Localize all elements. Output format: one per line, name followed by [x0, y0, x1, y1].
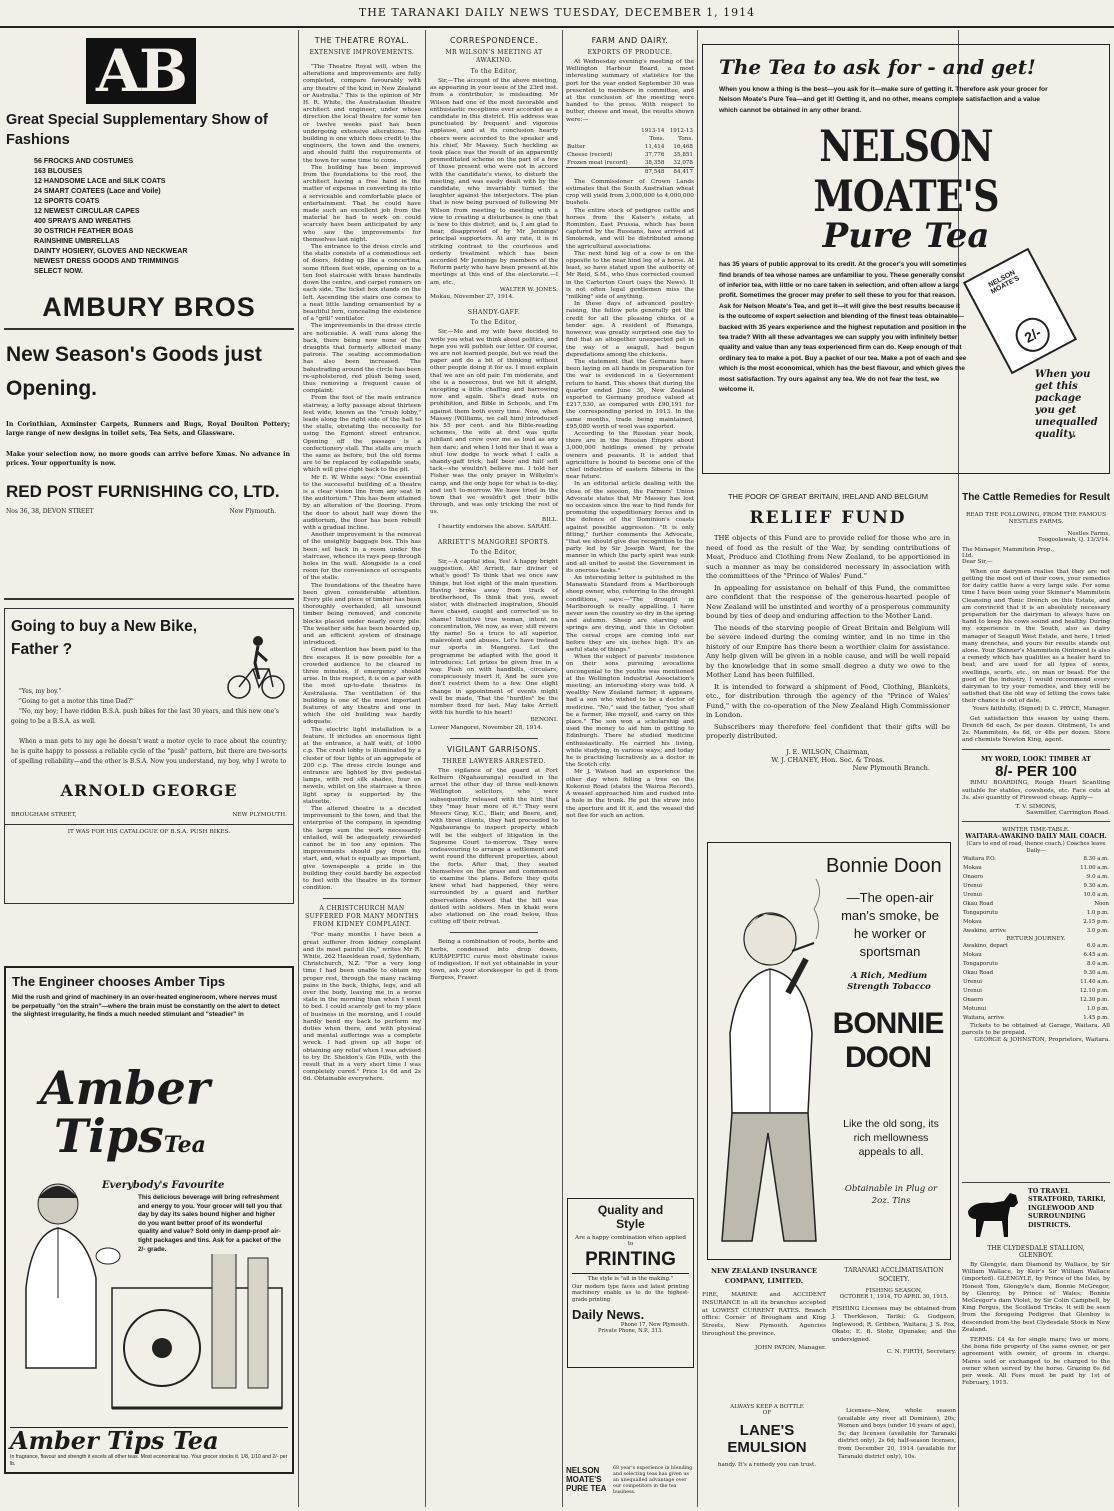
table-row [962, 942, 1110, 951]
acclim-season: FISHING SEASON, [865, 1288, 923, 1294]
amber-brand-word2: Tips [54, 1109, 164, 1163]
coach-sign: GEORGE & JOHNSTON, Proprietors, Waitara. [974, 1037, 1110, 1044]
relief-paragraph: The needs of the starving people of Great Britain and Belgium will be severe indeed during the coming winter, and in no time in the history of our Empire has there been a worthier claim for assistance. Any help given will be given in a noble cause, and will be well repaid by the knowledge that in some small degree a duty we owe to the Mother Land has been fulfilled. [706, 623, 950, 679]
printing-private: Private Phone, N.P., 313. [598, 1328, 663, 1335]
coach-note: (Cars to end of road, thence coach.) Coaches leave Daily— [966, 840, 1106, 854]
table-row [962, 951, 1110, 960]
cattle-title: The Cattle Remedies for Result [962, 492, 1110, 503]
nelson-body: has 35 years of public approval to its credit. At the grocer's you will sometimes find brands of tea whose names are unfamiliar to you. These generally consist of inferior tea, with little or no care taken in selection, and often allow a large profit. Sometimes the grocer may prefer to sell these to you for that reason. Ask for Nelson Moate's Tea, and get it—it will give the best results because it is the outcome of expert selection and blending of the finest teas obtainable—backed with 35 years experience and the highest reputation and position in the tea trade? With all these advantages we can supply you with infinitely better quality and value than any teas experienced firm can do. Keep enough of that ordinary tea to make a pot. Buy a packet of our tea. Make a pot of each and see which is the most economical, which has the best flavour, and which gives the most satisfaction. Try ours against any tea. We do not fear the test, we welcome it. [719, 261, 967, 394]
garrisons-text: The vigilance of the guard at Fort Kelburn (Ngahauranga) resulted in the arrest the other day of three well-known Wellington solicitors, who were subsequently released with the hint that they "may hear more of it." They were Messrs Gray, K.C., Blair, and Beere, and, with three clients, they had proceeded to Ngahauranga to inspect property which will be the subject of litigation in the Supreme Court to-morrow. They were endeavouring to arrange a settlement and went round the different properties, about the forts. After that, they seated themselves on the grass and commenced to examine the plans. Before they quite knew what had happened, they were surrounded by a guard and further observations showed that the hill was dotted with soldiers. Men in khaki were also stationed on the road below, thus cutting off their retreat. [430, 767, 558, 926]
licenses-notice: Licenses—New, whole season (available any river all Dominion), 20s; Women and boys (under 16 years of age), 5s; day licenses (available for Taranaki district only), 2s 6d; half-season licenses, from December 20, 1914 (available for Taranaki district only), 10s. [838, 1408, 956, 1460]
relief-signature: J. E. WILSON, Chairman, [786, 747, 870, 756]
article-paragraph: The altered theatre is a decided improvement to the town, and that the enterprise of the company, in spending the large sum the work necessarily entailed, will be adequately rewarded cannot be in too any opinion. The improvements should pay from the start, and, what is equally as important, give townspeople a pride in the building they could hardly be expected to feel with the theatre in its former condition. [303, 805, 421, 892]
kurapeptic-notice: Being a combination of roots, herbs and herbs, condensed into drop doses, KURAPEPTIC cures most obstinate cases of indigestion. If not yet obtainable in your town, ask your storekeeper to get it from Burgess, Fraser. [430, 939, 558, 982]
amber-brand-line2 [54, 1109, 210, 1163]
article-paragraph: Another improvement is the removal of the unsightly baggage box. This has been set back in a room under the staircase, whence its rays peep through holes in the wall. Alongside is a cool room for the convenience of occupants of the stalls. [303, 532, 421, 582]
cattle-dear: Dear Sir,— [962, 558, 993, 565]
article-paragraph: The statement that the Germans have been laying on all hands in preparation for the war is evidenced in a Government return to hand. This shows that during the quarter ended June 30, New Zealand exported to Germany produce valued at £217,530, as compared with £90,191 for the corresponding period in 1913. In the same months, trade being maintained, £95,080 worth of wool was exported. [566, 358, 694, 430]
cattle-footer: Get satisfaction this season by using them. Drench 6d each, 5s per dozen. Ointment, 1s and 2s. Mammitein, 4s 6d, or 48s per dozen. Store and chemists Newton King, agent. [962, 715, 1110, 744]
printing-line3: Are a happy combination when applied to [575, 1235, 686, 1247]
table-cell: 6.45 a.m. [1083, 951, 1109, 958]
table-row [962, 891, 1110, 900]
divider [450, 738, 538, 739]
bike-address-row [11, 812, 287, 818]
tea-packet-label: NELSON MOATE'S [987, 269, 1021, 296]
table-cell: Cheese (record) [567, 151, 613, 158]
table-cell: 10.0 a.m. [1083, 891, 1109, 898]
article-paragraph: "The Theatre Royal will, when the alterations and improvements are fully completed, compare favourably with any theatre of the kind in New Zealand or Australia." This is the opinion of Mr H. R. White, the Australasian theatre architect and engineer, under whose direction the local theatre for some ten or twelve weeks past has been undergoing extensive alterations. The building is one which does credit to the engineers, the town and the owners, and should fulfil the requirements of the town for some time to come. [303, 64, 421, 164]
bonnie-description: A Rich, Medium Strength Tobacco [847, 971, 931, 992]
table-cell: 12.30 p.m. [1079, 996, 1109, 1003]
table-cell [566, 127, 637, 135]
letter-signature: WALTER W. JONES. [499, 286, 558, 293]
article-paragraph: The entire stock of pedigree cattle and horses from the Kaiser's estate at Rominten, East Prussia, which has been captured by the Russians, have arrived at Smolensk, and will be distributed among the agricultural associations. [566, 207, 694, 250]
article-paragraph: From the foot of the main entrance stairway, a lofty passage about thirteen feet wide, known as the "crush lobby," leads along the right side of the hall to the stalls, obviating the necessity for using the Egmont street entrance. Opening off the passage is a confectionery stall. The stalls are much the same as before, but the old forms are to be replaced by collapsible seats, which will give right back to the pit. [303, 395, 421, 474]
lanes-emulsion-ad [702, 1404, 832, 1504]
printing-word: PRINTING [585, 1249, 676, 1270]
table-row [962, 864, 1110, 873]
article-paragraph: In an editorial article dealing with the close of the session, the Farmers' Union Advocate states that Mr Massey has lost no occasion since the war to find funds for promoting the expeditionary forces and in the defence of the Dominion's coasts against possible aggression. "It is only fitting," further comments the Advocate, "that we should give due recognition to the party led by Sir Joseph Ward, for the manner in which the party spirit was sunk and all united to assist the Government in its onerous tasks." [566, 481, 694, 574]
table-cell: 11.40 a.m. [1080, 978, 1109, 985]
timber-sign2: Sawmiller, Carrington Road. [1026, 810, 1110, 817]
printing-phone: Phone 17, New Plymouth. [620, 1322, 689, 1329]
table-cell: Onaero [963, 873, 984, 880]
bonnie-obtain: Obtainable in Plug or 2oz. Tins [844, 1184, 938, 1206]
table-cell: Tons. [649, 135, 665, 142]
insurance-title: NEW ZEALAND INSURANCE COMPANY, LIMITED. [710, 1267, 818, 1285]
farm-subtitle: EXPORTS OF PRODUCE. [587, 49, 673, 56]
table-cell: 1912-13 [669, 127, 693, 134]
letter-signature: BENONI. [530, 717, 558, 724]
relief-header: THE POOR OF GREAT BRITAIN, IRELAND AND BELGIUM [727, 492, 929, 501]
ambury-item: DAINTY HOSIERY, GLOVES AND NECKWEAR [34, 247, 188, 255]
ambury-name: AMBURY BROS [42, 292, 256, 322]
table-row [962, 882, 1110, 891]
ambury-logo [86, 38, 196, 104]
article-paragraph: Mr J. Watson had an experience the other day when felling a tree on the Kokonui Road (states the Wairoa Record). A weasel approached him and rushed into a hole in the trunk. He put the straw into the aperture and lit it, and the weasel did not flee for such an action. [566, 769, 694, 819]
table-cell: Tons. [678, 135, 693, 142]
redpost-body: In Corinthian, Axminster Carpets, Runners and Rugs, Royal Doulton Pottery; large range of new designs in toilet sets, Tea Sets, and Glassware. [6, 421, 290, 437]
timber-sign: T. V. SIMONS, [1015, 804, 1057, 811]
letter-signature: BILL. [541, 516, 558, 523]
table-cell: 1.0 p.m. [1086, 1005, 1109, 1012]
bike-town: NEW PLYMOUTH. [232, 812, 287, 818]
lanes-name: LANE'S EMULSION [727, 1422, 807, 1456]
table-row [962, 1005, 1110, 1014]
timber-ad [962, 755, 1110, 816]
table-cell: Butter [567, 143, 586, 150]
table-cell: Awakino, arrive [963, 927, 1006, 934]
kidney-ad-title: A CHRISTCHURCH MAN SUFFERED FOR MANY MONTHS FROM KIDNEY COMPLAINT. [305, 905, 419, 929]
kidney-ad-text: "For many months I have been a great sufferer from kidney complaint and its most painful ills," writes Mr R. White, 262 Hazeldean road, Sydenham, Christchurch, N.Z. "For a very long time I had been unable to obtain my proper rest, through the many racking pains in the back, thighs, legs, and all over the body, leaving me in a worse state in the morning than when I went to bed. I could scarcely get to my place of business in the morning, and I could hardly bend my back to perform my duties when there, and with physical and mental sufferings was a complete wreck. I had given up all hope of obtaining any relief when I was advised to try Dr. Sheldon's Gin Pills, with the result that in a very short time I was completely cured." Price 1s 6d and 2s 6d. Obtainable everywhere. [303, 932, 421, 1083]
article-paragraph: The electric light installation is a feature. It includes an enormous light at the entrance, a half watt, of 1000 c.p. The crush lobby is illuminated by a cluster of four lights of an aggregate of 200 c.p. The dress circle lounge and entrance are lighted by five pedestal lamps, with red silk shades, four on newels, whilst on the staircase a three light spray is supported by the statuette. [303, 726, 421, 805]
table-cell [566, 167, 637, 176]
relief-paragraph: It is intended to forward a shipment of Food, Clothing, Blankets, etc., for distribution through the agency of the "Prince of Wales' Fund," with the co-operation of the New Zealand High Commissioner in London. [706, 682, 950, 719]
relief-signature: New Plymouth Branch. [852, 763, 930, 772]
horse-illustration [962, 1189, 1024, 1241]
table-cell: Urenui [963, 891, 982, 898]
ambury-item: 30 OSTRICH FEATHER BOAS [34, 227, 134, 235]
cattle-remedies-ad [962, 492, 1110, 744]
nelson-pure: Pure Tea [822, 216, 990, 257]
timetable-outbound [962, 855, 1110, 936]
amber-favourite-text: This delicious beverage will bring refreshment and energy to you. Your grocer will tell you that day by day its sales bound higher and higher do you want better proof of its wonderful quality and value? Sold only in damp-proof air-tight packages and tins. Ask for a packet of the 2/- grade. [138, 1194, 282, 1253]
nelson-headline: The Tea to ask for - and get! [719, 55, 1036, 79]
timber-body: RIMU BOARDING, Rough Heart Scantling suitable for stables, cowsheds, etc. Face cuts at 3s. also quantity of Firewood cheap. Apply— [962, 780, 1110, 801]
table-row [962, 927, 1110, 936]
amber-brand-word1: Amber [40, 1061, 211, 1115]
stallion-body: By Glengyle, dam Diamond by Wallace, by Sir William Wallace, by Keir's Sir William Wallace (imported). GLENGYLE, by Prince of the Isles, by Honest Tom, Glengyle's dam, Bonnie McGregor, by Glenroy, by Prince of Wales; Bonnie McGregor's dam Violet, by Sir Colin Campbell, by King Fergus, the Scotland Tricks. It will be seen from the foregoing Pedigree that Glenboy is descended from the best Clydesdale Stock in New Zealand. [962, 1262, 1110, 1333]
coach-timetable-ad [962, 827, 1110, 1043]
cattle-body: When our dairymen realise that they are not getting the most out of their cows, your remedies for dairy cattle have a very large sale. For some time I have been using your Skinner's Mammitein Cleansing and Tonic Drench on this Estate, and am convinced that it is an absolutely necessary preparation for the dairyman to always have on hand to keep his cows sound and healthy. During my experience in the South, also as dairy manager of Seagull West Estate, and here, I tried many drenches, and yours for results stands out alone. Your Skinner's Mammitein Ointment is also a remedy which has qualities as a healer hard to beat, and are used for all types of sores, swellings, scurfs, etc., on man or beast. For the good of the industry, I would recommend every dairyman to try your remedies, and they will be satisfied that the old way of letting the cows take their chance is out of date. [962, 568, 1110, 705]
nelson-packet-note: When you get this package you get unequalled quality. [1035, 369, 1098, 440]
bike-street: BROUGHAM STREET, [11, 812, 77, 818]
insurance-sign: JOHN PATON, Manager. [755, 1344, 826, 1351]
ambury-item: SELECT NOW. [34, 267, 83, 275]
ambury-item: 12 NEWEST CIRCULAR CAPES [34, 207, 140, 215]
stallion-name: THE CLYDESDALE STALLION, [987, 1245, 1085, 1252]
table-cell: 35,851 [673, 151, 693, 158]
divider [962, 821, 1110, 822]
ambury-headline: Great Special Supplementary Show of Fashions [6, 112, 268, 148]
relief-title: RELIEF FUND [749, 508, 907, 528]
table-cell: Waitara, arrive [963, 1014, 1004, 1021]
cattle-sub: READ THE FOLLOWING, FROM THE FAMOUS NESTLES FARMS. [965, 512, 1107, 526]
table-cell: 2.15 p.m. [1083, 918, 1109, 925]
divider [4, 598, 294, 600]
table-cell: Onaero [963, 996, 984, 1003]
table-row [962, 960, 1110, 969]
left-ad-column [4, 30, 294, 1508]
timetable-return [962, 942, 1110, 1023]
ambury-logo-text: AB [95, 37, 187, 105]
table-cell [566, 135, 637, 143]
table-cell: Awakino, depart [963, 942, 1008, 949]
table-row [962, 918, 1110, 927]
table-header-row [566, 127, 694, 135]
ambury-item-list [34, 156, 294, 276]
table-row [566, 143, 694, 151]
article-paragraph: The foundations of the theatre have been given considerable attention. Every pile and piece of timber has been thoroughly overhauled, all unsound timber being removed, and concrete blocks placed under nearly every pile. The weather side has been boarded up, and an efficient system of drainage introduced. [303, 582, 421, 647]
redpost-name: RED POST FURNISHING CO, LTD. [6, 482, 280, 501]
to-editor: To the Editor, [470, 319, 518, 327]
table-cell: 8.30 a.m. [1083, 855, 1109, 862]
table-cell: 6.0 a.m. [1086, 942, 1109, 949]
article-paragraph: Great attention has been paid to the fire escapes. It is now possible for a crowded audience to be cleared in three minutes, if emergency should arise. In this respect, it is on a par with the most up-to-date theatres in Australasia. The ventilation of the building is one of the most important features of any theatre and one in which the old building was hardly adequate. [303, 647, 421, 726]
theatre-article [303, 64, 421, 892]
farm-intro: At Wednesday evening's meeting of the Wellington Harbour Board, a most interesting summary of statistics for the port for the year ended September 30 was presented to members in committee, and at the conclusion of the meeting were handed to the press. With respect to butter, cheese and meat, the results shown were:— [566, 59, 694, 123]
dialogue-line: "Yes, my boy." [19, 688, 62, 695]
letter-date: Mokau, November 27, 1914. [430, 294, 514, 301]
bonnie-big-word2: DOON [845, 1041, 931, 1074]
dialogue-line: "No, my boy; I have ridden B.S.A. push bikes for the last 30 years, and this new one's going to be a B.S.A. as well. [11, 708, 279, 725]
smoker-illustration [708, 843, 828, 1257]
acclim-sign: C. N. FIRTH, Secretary. [886, 1348, 956, 1355]
timber-head: MY WORD, LOOK! TIMBER AT [981, 755, 1091, 764]
relief-paragraph: Subscribers may therefore feel confident that their gifts will be properly distributed. [706, 722, 950, 740]
relief-paragraph: THE objects of this Fund are to provide relief for those who are in need of food as the result of the War, by sending contributions of Meat, Produce and Clothing from New Zealand, to be apportioned in such a manner as may be considered necessary in association with the committees of the "Prince of Wales' Fund." [706, 534, 950, 580]
garrisons-subtitle: THREE LAWYERS ARRESTED. [442, 757, 546, 765]
printing-line1: Quality and [597, 1203, 664, 1217]
correspondence-title: CORRESPONDENCE. [449, 36, 539, 45]
redpost-address-row [6, 508, 290, 515]
amber-footer-brand: Amber Tips Tea [10, 1426, 219, 1455]
bonnie-title: Bonnie Doon [826, 855, 942, 877]
stallion-ad [962, 1182, 1110, 1507]
amber-footer [10, 1427, 288, 1468]
bike-footer: IT WAS FOR HIS CATALOGUE OF B.S.A. PUSH BIKES. [67, 829, 231, 835]
nelson-footer-text: 68 year's experience in blending and selecting teas has given us an unequalled advantage over our competitors in the tea business. [613, 1466, 693, 1495]
table-row [962, 873, 1110, 882]
theatre-subtitle: EXTENSIVE IMPROVEMENTS. [309, 49, 415, 56]
ambury-item: 400 SPRAYS AND WREATHS [34, 217, 131, 225]
cattle-to: The Manager, Mammitein Prop., Ltd. [962, 546, 1055, 559]
redpost-note: Make your selection now, no more goods can arrive before Xmas. No advance in prices. Your opportunity is now. [6, 451, 290, 467]
amber-headline: The Engineer chooses Amber Tips [12, 974, 226, 989]
insurance-body: FIRE, MARINE and ACCIDENT INSURANCE in all its branches accepted at LOWEST CURRENT RATES. Branch office: Corner of Brougham and King Streets, New Plymouth. Agencies throughout the province. [702, 1292, 826, 1337]
table-cell: Noon [1094, 900, 1109, 907]
farm-title: FARM AND DAIRY. [591, 36, 669, 45]
article-paragraph: The building has been improved from the foundations to the roof, the architect having a free hand in the matter of expense in converting its into a serviceable and comfortable place of entertainment. That he could have made such an excellent job from the material he had to work on could scarcely have been anticipated by any who saw the improvements for themselves last night. [303, 164, 421, 243]
letter-title: SHANDY-GAFF. [467, 309, 521, 317]
table-cell: Waitara P.O. [963, 855, 996, 862]
table-total-row [566, 167, 694, 176]
redpost-headline: New Season's Goods just Opening. [6, 343, 262, 400]
table-row [962, 1014, 1110, 1023]
bike-dealer-name: ARNOLD GEORGE [60, 781, 238, 800]
table-row [962, 978, 1110, 987]
coach-h1: WINTER TIME-TABLE. [1002, 827, 1070, 834]
dialogue-line: "Going to get a motor this time Dad?" [19, 698, 134, 705]
bonnie-tagline: —The open-air man's smoke, be he worker or sportsman [841, 890, 939, 959]
amber-favourite-title: Everybody's Favourite [102, 1180, 225, 1191]
table-cell: Urenui [963, 987, 982, 994]
table-cell: 9.30 a.m. [1083, 969, 1109, 976]
table-cell: Frozen meat (record) [567, 159, 628, 166]
printing-body: Our modern type faces and latest printing machinery enable us to do the highest-grade printing [572, 1284, 689, 1303]
table-row [962, 909, 1110, 918]
article-paragraph: An interesting letter is published in the Manawatu Standard from a Marlborough sheep owner, who, referring to the drought conditions, says:—"The drought in Marlborough is really appalling. I have never seen the country so dry in the spring and autumn. Sheep are starving and springs are drying, and this in October. The cereal crops are coming into ear before they are six inches high. It's an awful state of things." [566, 575, 694, 654]
garrisons-title: VIGILANT GARRISONS. [447, 744, 541, 754]
nelson-footer-brand: NELSON MOATE'S PURE TEA [566, 1466, 607, 1493]
table-cell: 84,417 [673, 168, 693, 175]
ambury-item: 56 FROCKS AND COSTUMES [34, 157, 134, 165]
table-cell: 1.45 p.m. [1083, 1014, 1109, 1021]
bike-body: When a man gets to my age he doesn't want a motor cycle to race about the country; he is quite happy to possess a reliable cycle of the "push" pattern, but there are two-sorts of spelling reliability—and the other is B.S.A. Now you understand, my boy, why I wrote to [11, 738, 287, 765]
printing-ad [567, 1198, 694, 1368]
timber-price: 8/- PER 100 [995, 763, 1077, 781]
divider [962, 1182, 1110, 1183]
article-paragraph: The Commissioner of Crown Lands estimates that the South Australian wheat crop will yield from 3,000,000 to 4,000,000 bushels. [566, 178, 694, 207]
article-paragraph: According to the Russian year book, there are in the Russian Empire about 3,000,000 holdings owned by private owners and peasants. It is added that agriculture is bound to become one of the chief industries of eastern Siberia in the near future. [566, 430, 694, 481]
divider [5, 824, 293, 825]
amber-tips-ad [4, 966, 294, 1474]
acclimatisation-notice [832, 1266, 956, 1404]
amber-footer-text: In fragrance, flavour and strength it excels all other teas. Most economical too. Your grocer stocks it. 1/8, 1/10 and 2/- per lb. [10, 1454, 288, 1467]
table-cell: 9.30 a.m. [1083, 882, 1109, 889]
table-cell: Mokau [963, 951, 982, 958]
bike-headline: Going to buy a New Bike, Father ? [11, 618, 198, 658]
article-paragraph: Mr E. W. White says: "One essential to the successful building of a theatre is a clear vision line from any seat in the auditorium." This has been attained by an alteration of the flooring. From the door to about half way down the auditorium, the floor has been rebuilt with a gradual incline. [303, 474, 421, 531]
table-cell: 8.0 a.m. [1086, 960, 1109, 967]
letter-date: Lower Mangorei, November 28, 1914. [430, 724, 543, 731]
nz-insurance-ad [702, 1266, 826, 1396]
stallion-terms: TERMS: £4 4s for single mare; two or more, the bona fide property of the same owner, or per agreement with owner, of groom in charge. Mares sold or exchanged to be charged to the owner when served by the horse. Grazing 6s 6d per week. All Fees must be paid by 1st of February, 1915. [962, 1337, 1110, 1387]
table-row [962, 987, 1110, 996]
relief-fund-notice [702, 488, 954, 828]
masthead: THE TARANAKI DAILY NEWS TUESDAY, DECEMBER 1, 1914 [0, 0, 1114, 28]
table-row [962, 996, 1110, 1005]
table-cell: Motunui [963, 1005, 987, 1012]
article-paragraph: The next hind leg of a cow is on the opposite to the near hind leg of a horse. At least, so have stated upon the authority of Mr Reid, S.M., who thus corrected counsel in the Carterton Court (says the News). It is not often legal gentlemen miss the "milking" side of anything. [566, 250, 694, 301]
printing-line2: Style [616, 1217, 645, 1231]
table-cell: 1913-14 [641, 127, 665, 134]
nelson-intro: When you know a thing is the best—you ask for it—make sure of getting it. Therefore ask your grocer for Nelson Moate's Pure Tea—and get it! Getting it, and no other, means complete satisfaction and a value which cannot be obtained in any other brand. [719, 86, 1048, 114]
article-paragraph: When the subject of parents' insistence on their sons pursuing avocations uncongenial to the youths was mentioned at the Wellington Industrial Association's meeting, an interesting story was told. A wealthy New Zealand farmer, it appears, had a son who wished to be a doctor of medicine. "No," said the father, "you shall be a farmer, like myself, and carry on this place." The son won a scholarship and used the money to aid him in getting to Edinburgh. There he studied medicine enthusiastically. He carried his living, while studying, in various ways; and today he is practising lucratively as a doctor in the Scotch city. [566, 654, 694, 769]
column-rule [562, 30, 563, 1507]
nelson-brand: NELSON MOATE'S [813, 122, 999, 223]
redpost-town: New Plymouth. [229, 508, 276, 515]
bonnie-doon-ad [707, 842, 951, 1260]
ambury-item: 163 BLOUSES [34, 167, 83, 175]
printing-style: The style is "all in the making." [572, 1273, 689, 1282]
table-cell: 38,358 [644, 159, 665, 166]
letter-title: MR WILSON'S MEETING AT AWAKINO. [445, 49, 543, 64]
letter-title: ARRIETT'S MANGOREI SPORTS. [437, 538, 551, 546]
ambury-item: 24 SMART COATEES (Lace and Voile) [34, 187, 161, 195]
acclim-body: FISHING Licenses may be obtained from J. Therkleson, Tariki; G. Gudgeon, Inglewood; R. Gribben, Waitara; J. S. Fox, Okato; E. B. Stohr, Opunake; and the undersigned. [832, 1306, 956, 1344]
theatre-title: THE THEATRE ROYAL. [314, 36, 410, 45]
cyclist-illustration [225, 631, 287, 701]
acclim-title: TARANAKI ACCLIMATISATION SOCIETY. [844, 1267, 944, 1283]
table-row [962, 855, 1110, 864]
amber-brand-tea: Tea [163, 1132, 206, 1158]
lanes-pre: ALWAYS KEEP A BOTTLE OF [730, 1404, 804, 1416]
table-cell: Mokau [963, 864, 982, 871]
article-paragraph: The improvements in the dress circle are noticeable. A wall runs along the back, there being now none of the draughts that formerly affected many patrons. The seating accommodation has also been increased. The balustrading around the circle has been re-upholstered, red plush being used, thus removing a frequent cause of complaint. [303, 323, 421, 395]
column-rule [425, 30, 426, 1507]
article-paragraph: In these days of advanced poultry-raising, the fellow pets generally get the credit for all the pleasing chicks of a tender age. A resident of Runanga, however, was greatly surprised one day to find that an altogether unexpected pet in the way of a seagull, had begun depredations among the chickens. [566, 301, 694, 358]
table-cell: 1.0 p.m. [1086, 909, 1109, 916]
table-cell: Mokau [963, 918, 982, 925]
divider [323, 898, 401, 899]
table-cell: Okau Road [963, 969, 994, 976]
table-units-row [566, 135, 694, 143]
coach-footer: Tickets to be obtained at Garage, Waitara. All parcels to be prepaid. [962, 1022, 1110, 1036]
relief-paragraph: In appealing for assistance on behalf of this Fund, the committee are confident that the response of the generous-hearted people of New Zealand will be unstinted and worthy of a prosperous community bound by ties of deep and enduring affection to the Mother Land. [706, 583, 950, 620]
table-cell: 3.0 p.m. [1086, 927, 1109, 934]
cattle-address: Nestles Farms, Toogoolawah, Q. 13/3/14. [1038, 530, 1110, 543]
letter-endorsement: I heartily endorses the above. SARAH. [438, 523, 552, 530]
divider [962, 749, 1110, 750]
lanes-note: handy. It's a remedy you can trust. [717, 1462, 817, 1468]
tea-packet-price: 2/- [1010, 312, 1056, 358]
to-editor: To the Editor, [470, 548, 518, 556]
amber-intro: Mid the rush and grind of machinery in an over-heated engineroom, where nerves must be perpetually "on the strain"—where the brain must be constantly on the alert to detect the slightest irregularity, he finds a much needed stimulant and "steadier" in [12, 994, 280, 1019]
table-cell: 37,776 [644, 151, 665, 158]
table-cell: 16,468 [673, 143, 693, 150]
acclim-dates: OCTOBER 1, 1914, TO APRIL 30, 1915. [839, 1294, 949, 1300]
theatre-column [303, 30, 421, 1508]
amber-brand-lockup [40, 1061, 211, 1163]
table-row [566, 151, 694, 159]
stallion-horse: GLENBOY. [1019, 1252, 1053, 1259]
correspondence-column [430, 30, 558, 1508]
table-cell: Tongaporutu [963, 960, 998, 967]
table-row [566, 159, 694, 168]
table-cell: Urenui [963, 882, 982, 889]
table-cell: 12.10 p.m. [1079, 987, 1109, 994]
divider [450, 932, 538, 933]
table-cell: 87,548 [644, 168, 665, 175]
redpost-address: Nos 36, 38, DEVON STREET [6, 508, 94, 515]
letter-text: Sir,—Me and my wife have decided to write you what we think about politics, and hope you will publish our letter. Of course, we are not learned people, but we read the paper and do a bit of thinking without other people doing it for us. I must explain that we are an old pair. I'm moderate, and she is a nosecross, but we hit it alright, excepting a little chaffing and harrowing now and again. She's dead nuts on prohibition, and Bible in Schools, and I'm against them both every time. Now, when Massey (Williams, we call him) introduced his 55 per cent. and his Bible-reading schemes, the wife at first was quite jubilant and crew over me as loud as any hen dare; and when I told her that it was a shut low dodge to work what I calls a shandy-gaff trick, half beer and half soft tack—she wouldn't believe me. I told her Fisher was the only prayer in Wilhelm's camp, and the only hope for what is to-day, and isn't to-morrow. We have tried in the town that we wouldn't get their bills through, and was only tricking the rest of us. [430, 329, 558, 516]
ambury-item: NEWEST DRESS GOODS AND TRIMMINGS [34, 257, 179, 265]
bike-ad [4, 608, 294, 904]
relief-signature: W. J. CHANEY, Hon. Sec. & Treas. [771, 755, 885, 764]
exports-table [566, 127, 694, 176]
nelson-footer-ad [566, 1466, 694, 1506]
printing-paper: Daily News. [572, 1307, 645, 1323]
redpost-ad [4, 330, 294, 598]
article-paragraph: The entrance to the dress circle and the stalls consists of a commodious set of doors, folding up like a concertina, some fifteen feet wide, opening on to a ten foot staircase with brass handrails down the centre, and carpet runners on each side. The ticket box stands on the left. Ascending the stairs one comes to a neat little landing ornamented by a beautiful fern, concealing the existence of a "grill" ventilator. [303, 244, 421, 323]
column-rule [298, 30, 299, 1507]
letter-text: Sir,—A capital idea, Yes! A happy bright suggestion, Ah! Arriett, fair diviner of what's good! To think that we once saw things, but lost sight of the main question. Having broke away from track of brotherhood, To think that you, sweet sister, with distracted inspiration, Should have chased, caught and corrected us to shame! Intuitive true woman, intent on concentration, We now, as ever, still revere thy name! So a truce to all superior, malevolent and abuses. Let's have instead our sports in Mangorei. Let the programme be adapted with the good it introduces; Let prizes be given free in a way. Push on with handbills, circulars, conspicuously insert it, And be sure you don't restrict them to a few. One slight change in appointment of events might well be made, That the "hurdles" be the number fixed for last. May take Arriett with his hurdle to his heart! [430, 558, 558, 717]
table-cell: Okau Road [963, 900, 994, 907]
cattle-sign: Yours faithfully, (Signed) D. C. PRYCE, Manager. [972, 705, 1110, 712]
table-row [962, 969, 1110, 978]
table-cell: Urenui [963, 978, 982, 985]
table-cell: 32,078 [673, 159, 693, 166]
table-row [962, 900, 1110, 909]
ambury-item: 12 SPORTS COATS [34, 197, 100, 205]
table-cell: 9.0 a.m. [1086, 873, 1109, 880]
to-editor: To the Editor, [470, 68, 518, 75]
stallion-head: TO TRAVEL STRATFORD, TARIKI, INGLEWOOD AND SURROUNDING DISTRICTS. [1028, 1187, 1106, 1229]
column-rule [697, 30, 698, 1507]
coach-return-head: RETURN JOURNEY. [1006, 935, 1066, 942]
table-cell: 11,414 [644, 143, 665, 150]
bonnie-like-text: Like the old song, its rich mellowness appeals to all. [843, 1118, 939, 1158]
ambury-item: 12 HANDSOME LACE and SILK COATS [34, 177, 166, 185]
bonnie-big-word1: BONNIE [832, 1007, 944, 1040]
farm-article [566, 179, 694, 820]
coach-h2: WAITARA-AWAKINO DAILY MAIL COACH. [965, 833, 1107, 841]
letter-text: Sir,—The account of the above meeting, as appearing in your issue of the 23rd inst. from a contributor, is misleading. Mr Wilson had one of the most favorable and enthusiastic receptions ever accorded as a candidate in this district. His address was punctuated by frequent and vigorous applause, and at its conclusion hearty cheers were accorded to the speaker and his chief, Mr Massey. Such heckling as took place was the result of an apparently premeditated scheme on the part of a few of those present who were not in accord with the candidate's views, to disturb the meeting, and was easily dealt with by the candidate, who invariably turned the laughter against the interjectors. The plan that is now being pursued of following Mr Wilson from meeting to meeting with a view to creating a disturbance is one that is new to this district, and is, I am glad to hear, disapproved of by Mr Jennings' principal supporters. At any rate, it is in striking contrast to the courteous and orderly treatment which has been accorded Mr Jennings by members of the Reform party who have been present at his meetings at this end of the electorate.—I am, etc., [430, 78, 558, 286]
ambury-ad [4, 38, 294, 328]
table-cell: 11.00 a.m. [1080, 864, 1109, 871]
table-cell: Tongaporutu [963, 909, 998, 916]
ambury-item: RAINSHINE UMBRELLAS [34, 237, 120, 245]
